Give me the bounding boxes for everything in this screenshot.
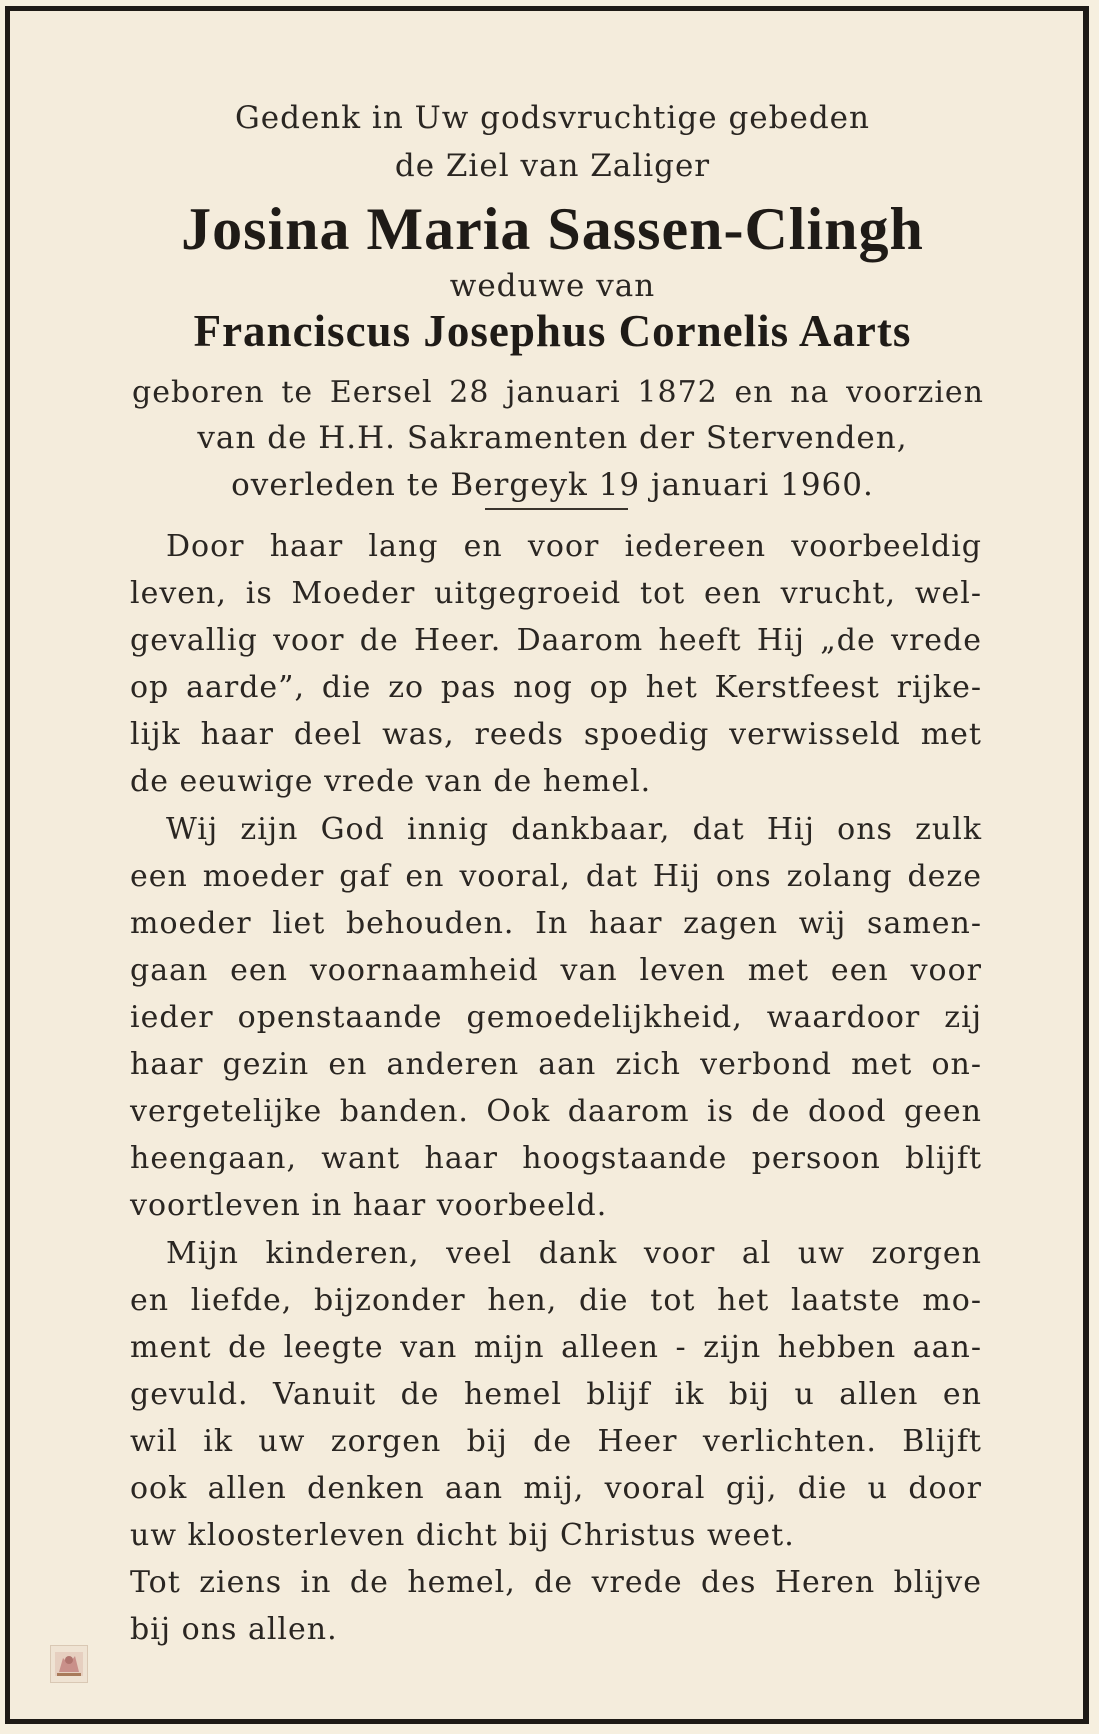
body-line: uw kloosterleven dicht bij Christus weet.: [130, 1518, 795, 1553]
relation-line: weduwe van: [449, 268, 656, 304]
body-line: Wij zijn God innig dankbaar, dat Hij ons zulk: [166, 812, 982, 847]
body-line: vergetelijke banden. Ook daarom is de dood geen: [130, 1094, 982, 1129]
body-line: Tot ziens in de hemel, de vrede des Heren blijve: [130, 1565, 982, 1600]
body-line: Door haar lang en voor iedereen voorbeeldig: [166, 529, 982, 564]
deceased-name: Josina Maria Sassen-Clingh: [181, 196, 924, 262]
body-line: heengaan, want haar hoogstaande persoon blijft: [130, 1141, 982, 1176]
spouse-name: Franciscus Josephus Cornelis Aarts: [193, 306, 912, 356]
body-line: op aarde”, die zo pas nog op het Kerstfeest rijke-: [130, 670, 982, 705]
body-line: ment de leegte van mijn alleen - zijn hebben aan-: [130, 1330, 982, 1365]
body-line: gaan een voornaamheid van leven met een voor: [130, 953, 982, 988]
body-line: een moeder gaf en vooral, dat Hij ons zolang deze: [130, 859, 982, 894]
body-line: de eeuwige vrede van de hemel.: [130, 764, 652, 799]
body-line: leven, is Moeder uitgegroeid tot een vrucht, wel-: [130, 576, 982, 611]
body-line: gevuld. Vanuit de hemel blijf ik bij u allen en: [130, 1377, 982, 1412]
divider-line: [485, 508, 628, 510]
body-line: wil ik uw zorgen bij de Heer verlichten. Blijft: [130, 1424, 982, 1459]
death-line: overleden te Bergeyk 19 januari 1960.: [231, 467, 874, 503]
birth-line: geboren te Eersel 28 januari 1872 en na voorzien: [132, 375, 984, 410]
soul-line: de Ziel van Zaliger: [394, 148, 711, 184]
body-line: ook allen denken aan mij, vooral gij, die u door: [130, 1471, 982, 1506]
body-line: gevallig voor de Heer. Daarom heeft Hij „de vrede: [130, 623, 982, 658]
body-line: ieder openstaande gemoedelijkheid, waardoor zij: [130, 1000, 982, 1035]
body-line: voortleven in haar voorbeeld.: [130, 1188, 608, 1223]
archive-stamp-icon: [50, 1645, 88, 1683]
body-line: bij ons allen.: [130, 1612, 338, 1647]
body-line: lijk haar deel was, reeds spoedig verwisseld met: [130, 717, 982, 752]
body-line: haar gezin en anderen aan zich verbond met on-: [130, 1047, 982, 1082]
body-line: en liefde, bijzonder hen, die tot het laatste mo-: [130, 1283, 982, 1318]
prayer-request-line: Gedenk in Uw godsvruchtige gebeden: [235, 100, 870, 136]
body-line: Mijn kinderen, veel dank voor al uw zorgen: [166, 1236, 982, 1271]
body-line: moeder liet behouden. In haar zagen wij samen-: [130, 906, 982, 941]
sacrament-line: van de H.H. Sakramenten der Stervenden,: [197, 420, 908, 456]
